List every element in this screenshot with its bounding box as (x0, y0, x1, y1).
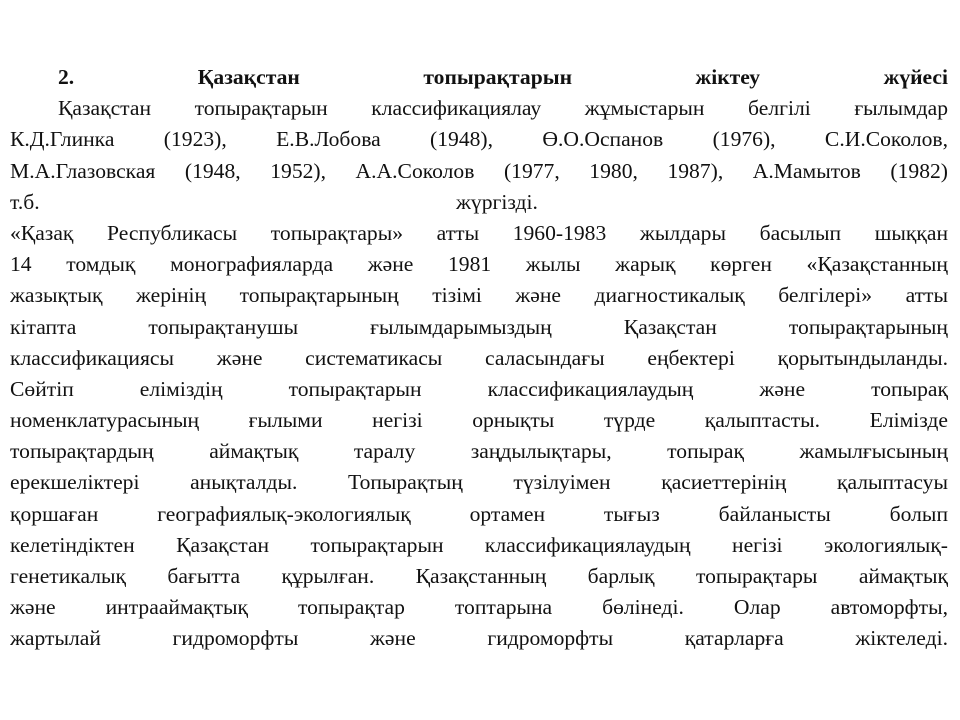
paragraph2-line-3: жазықтық жерінің топырақтарының тізімі және диагностикалық белгілері» атты (10, 283, 948, 308)
paragraph2-line-13: және интрааймақтық топырақтар топтарына бөлінеді. Олар автоморфты, (10, 595, 948, 620)
paragraph2-line-11: келетіндіктен Қазақстан топырақтарын классификациялаудың негізі экологиялық- (10, 532, 948, 557)
paragraph2-line-8: топырақтардың аймақтық таралу заңдылықтары, топырақ жамылғысының (10, 439, 948, 464)
paragraph2-line-5: классификациясы және систематикасы саласындағы еңбектері қорытындыланды. (10, 345, 948, 370)
document-body (10, 62, 948, 655)
paragraph1-line-2: К.Д.Глинка (1923), Е.В.Лобова (1948), Ө.О.Оспанов (1976), С.И.Соколов, (10, 127, 948, 152)
paragraph1-line-3: М.А.Глазовская (1948, 1952), А.А.Соколов (1977, 1980, 1987), А.Мамытов (1982) (10, 158, 948, 183)
paragraph2-line-4: кітапта топырақтанушы ғылымдарымыздың Қазақстан топырақтарының (10, 314, 948, 339)
paragraph2-line-1: «Қазақ Республикасы топырақтары» атты 1960-1983 жылдары басылып шыққан (10, 220, 948, 245)
paragraph1-line-4 (10, 187, 948, 218)
paragraph2-line-9: ерекшеліктері анықталды. Топырақтың түзілуімен қасиеттерінің қалыптасуы (10, 470, 948, 495)
paragraph2-line-6: Сөйтіп еліміздің топырақтарын классификациялаудың және топырақ (10, 376, 948, 401)
paragraph1-line-1: Қазақстан топырақтарын классификациялау жұмыстарын белгілі ғылымдар (58, 96, 948, 121)
section-heading: 2. Қазақстан топырақтарын жіктеу жүйесі (58, 65, 948, 89)
paragraph2-line-12: генетикалық бағытта құрылған. Қазақстанның барлық топырақтары аймақтық (10, 564, 948, 588)
paragraph1-tail-right: жүргізді. (456, 189, 538, 214)
paragraph2-line-14: жартылай гидроморфты және гидроморфты қатарларға жіктеледі. (10, 626, 948, 651)
paragraph2-line-10: қоршаған географиялық-экологиялық ортамен тығыз байланысты болып (10, 501, 948, 526)
paragraph2-line-7: номенклатурасының ғылыми негізі орнықты түрде қалыптасты. Елімізде (10, 408, 948, 433)
paragraph1-tail-left: т.б. (10, 189, 40, 214)
paragraph2-line-2: 14 томдық монографияларда және 1981 жылы жарық көрген «Қазақстанның (10, 252, 948, 277)
